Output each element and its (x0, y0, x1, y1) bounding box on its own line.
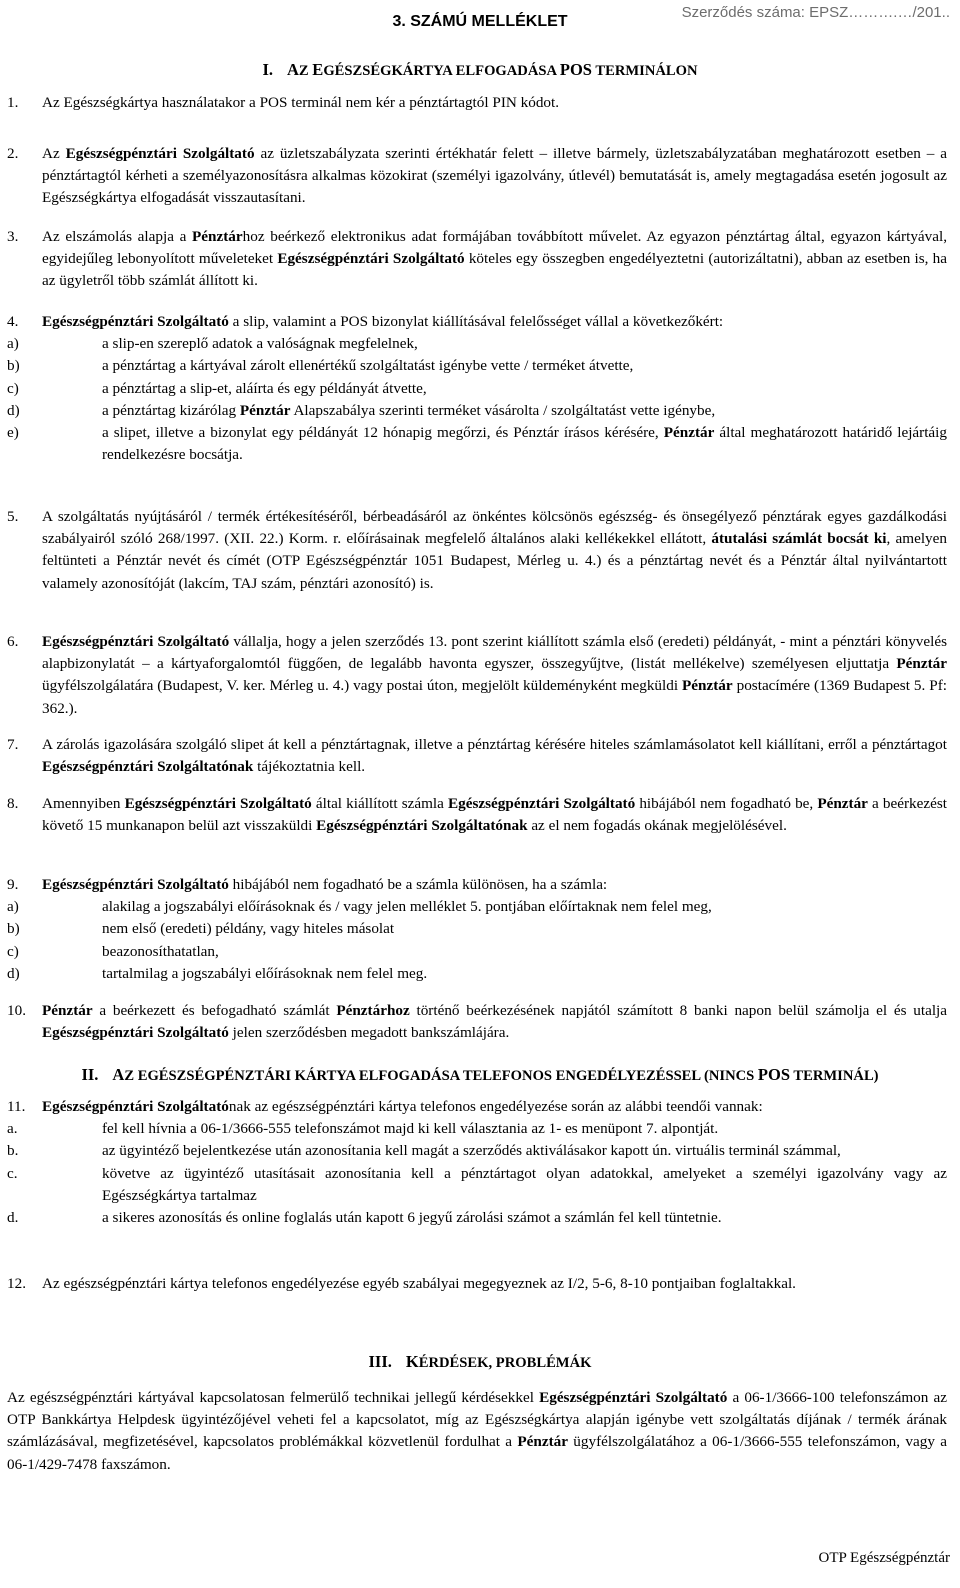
list-item: a) a slip-en szereplő adatok a valóságnak megfelelnek, (7, 335, 418, 353)
paragraph-2: 2. Az Egészségpénztári Szolgáltató az üzletszabályzata szerinti értékhatár felett – illetve bármely, üzletszabályzatában meghatározott esetben – a pénztártagtól kérheti a személyazonosításra alkalmas közokirat (személyi igazolvány, útlevél) bemutatását is, amely megtagadása esetén jogosult az Egészségkártya elfogadását visszautasítani. (7, 145, 947, 207)
list-item: e) a slipet, illetve a bizonylat egy példányát 12 hónapig megőrzi, és Pénztár írásos kérésére, Pénztár által meghatározott határidő lejártáig rendelkezésre bocsátja. (7, 424, 947, 464)
paragraph-1: 1. Az Egészségkártya használatakor a POS terminál nem kér a pénztártagtól PIN kódot. (7, 94, 560, 111)
list-item: d) tartalmilag a jogszabályi előírásoknak nem felel meg. (7, 964, 428, 982)
section-number: III. (368, 1352, 392, 1371)
paragraph-6: 6. Egészségpénztári Szolgáltató vállalja, hogy a jelen szerződés 13. pont szerint kiállított számla első (eredeti) példányát, - mint a pénztári könyvelés alapbizonylatát – a kártyaforgalomtól függően, de legalább havonta egyszer, összegyűjtve, (listát mellékelve) személyesen eljuttatja Pénztár ügyfélszolgálatára (Budapest, V. ker. Mérleg u. 4.) vagy postai úton, megjelölt küldeményként megküldi Pénztár postacímére (1369 Budapest 5. Pf: 362.). (7, 633, 947, 717)
paragraph-3: 3. Az elszámolás alapja a Pénztárhoz beérkező elektronikus adat formájában továbbított művelet. Az egyazon pénztártag által, egyazon kártyával, egyidejűleg lebonyolított műveleteket Egészségpénztári Szolgáltató köteles egy összegben engedélyeztetni (autorizáltatni), abban az esetben is, ha az ügyletről több számlát állított ki. (7, 228, 948, 290)
list-item: a. fel kell hívnia a 06-1/3666-555 telefonszámot majd ki kell választania az 1- es menüpont 7. alpontját. (7, 1120, 719, 1138)
paragraph-9-list (7, 896, 947, 985)
list-item: d) a pénztártag kizárólag Pénztár Alapszabálya szerinti terméket vásárolta / szolgáltatást vette igénybe, (7, 401, 716, 419)
annex-title: 3. SZÁMÚ MELLÉKLET (392, 13, 568, 30)
paragraph-5: 5. A szolgáltatás nyújtásáról / termék értékesítéséről, bérbeadásáról az önkéntes kölcsönös egészség- és önsegélyező pénztárak egyes gazdálkodási szabályairól szóló 268/1997. (XII. 22.) Korm. r. előírásainak megfelelő általános alaki kellékekkel ellátott, átutalási számlát bocsát ki, amelyen feltünteti a Pénztár nevét és címét (OTP Egészségpénztár 1051 Budapest, Mérleg u. 4.) és a pénztártag nevét és a Pénztár által nyilvántartott valamely azonosítóját (lakcím, TAJ szám, pénztári azonosító) is. (7, 508, 947, 592)
contract-number: Szerződés száma: EPSZ……….…/201.. (681, 4, 950, 21)
section-number: II. (81, 1065, 99, 1084)
paragraph-11-list (7, 1118, 947, 1229)
list-item: d. a sikeres azonosítás és online foglalás után kapott 6 jegyű zárolási számot a számlán fel kell tüntetnie. (7, 1209, 722, 1227)
paragraph-7: 7. A zárolás igazolására szolgáló slipet át kell a pénztártagnak, illetve a pénztártag kérésére hiteles számlamásolatot kell kiállítani, erről a pénztártagot Egészségpénztári Szolgáltatónak tájékoztatnia kell. (7, 736, 947, 776)
paragraph-13: Az egészségpénztári kártyával kapcsolatosan felmerülő technikai jellegű kérdésekkel Egészségpénztári Szolgáltató a 06-1/3666-100 telefonszámon az OTP Bankkártya Helpdesk ügyintézőjével veheti fel a kapcsolatot, míg az Egészségkártya alapján igénybe vett szolgáltatás díjának / termék árának számlázásával, megfizetésével, kapcsolatos problémákkal közvetlenül fordulhat a Pénztár ügyfélszolgálatához a 06-1/3666-555 telefonszámon, vagy a 06-1/429-7478 faxszámon. (7, 1389, 947, 1473)
list-item: b. az ügyintéző bejelentkezése után azonosítania kell magát a szerződés aktiválásakor kapott ún. virtuális terminál számmal, (7, 1142, 841, 1160)
footer-text: OTP Egészségpénztár (818, 1550, 950, 1566)
list-item: c) beazonosíthatatlan, (7, 942, 219, 960)
list-item: c. követve az ügyintéző utasításait azonosítania kell a pénztártagot olyan adatokkal, amelyeket a személyi igazolvány vagy az Egészségkártya tartalmaz (7, 1164, 947, 1204)
section-heading-2: II. AZ EGÉSZSÉGPÉNZTÁRI KÁRTYA ELFOGADÁSA TELEFONOS ENGEDÉLYEZÉSSEL (NINCS POS TERMINÁL) (81, 1065, 879, 1084)
section-heading-1: I. AZ EGÉSZSÉGKÁRTYA ELFOGADÁSA POS TERMINÁLON (262, 60, 698, 79)
paragraph-11: 11. Egészségpénztári Szolgáltatónak az egészségpénztári kártya telefonos engedélyezése során az alábbi teendői vannak: a. fel kell hívnia a 06-1/3666-555 telefonszámot majd ki kell választania az 1- es menüpont 7. alpontját. b. az ügyintéző bejelentkezése után azonosítania kell magát a szerződés aktiválásakor kapott ún. virtuális terminál számmal, c. követve az ügyintéző utasításait azonosítania kell a pénztártagot olyan adatokkal, amelyeket a személyi igazolvány vagy az Egészségkártya tartalmaz d. a sikeres azonosítás és online foglalás után kapott 6 jegyű zárolási számot a számlán fel kell tüntetnie. (7, 1096, 947, 1229)
section-heading-3: III. KÉRDÉSEK, PROBLÉMÁK (368, 1352, 592, 1371)
list-item: a) alakilag a jogszabályi előírásoknak és / vagy jelen melléklet 5. pontjában előírtaknak nem felel meg, (7, 898, 712, 916)
paragraph-9: 9. Egészségpénztári Szolgáltató hibájából nem fogadható be a számla különösen, ha a számla: a) alakilag a jogszabályi előírásoknak és / vagy jelen melléklet 5. pontjában előírtaknak nem felel meg, b) nem első (eredeti) példány, vagy hiteles másolat c) beazonosíthatatlan, d) tartalmilag a jogszabályi előírásoknak nem felel meg. (7, 874, 947, 985)
paragraph-8: 8. Amennyiben Egészségpénztári Szolgáltató által kiállított számla Egészségpénztári Szolgáltató hibájából nem fogadható be, Pénztár a beérkezést követő 15 munkanapon belül azt visszaküldi Egészségpénztári Szolgáltatónak az el nem fogadás okának megjelölésével. (7, 795, 947, 835)
paragraph-4-list (7, 333, 947, 466)
section-number: I. (262, 60, 273, 79)
paragraph-12: 12. Az egészségpénztári kártya telefonos engedélyezése egyéb szabályai megegyeznek az I/2, 5-6, 8-10 pontjaiban foglaltakkal. (7, 1275, 796, 1292)
list-item: b) a pénztártag a kártyával zárolt ellenértékű szolgáltatást igénybe vette / terméket átvette, (7, 357, 634, 375)
paragraph-10: 10. Pénztár a beérkezett és befogadható számlát Pénztárhoz történő beérkezésének napjától számított 8 banki napon belül számolja el és utalja Egészségpénztári Szolgáltató jelen szerződésben megadott bankszámlájára. (7, 1002, 948, 1042)
paragraph-4: 4. Egészségpénztári Szolgáltató a slip, valamint a POS bizonylat kiállításával felelősséget vállal a következőkért: a) a slip-en szereplő adatok a valóságnak megfelelnek, b) a pénztártag a kártyával zárolt ellenértékű szolgáltatást igénybe vette / terméket átvette, c) a pénztártag a slip-et, aláírta és egy példányát átvette, d) a pénztártag kizárólag Pénztár Alapszabálya szerinti terméket vásárolta / szolgáltatást vette igénybe, e) a slipet, illetve a bizonylat egy példányát 12 hónapig megőrzi, és Pénztár írásos kérésére, Pénztár által meghatározott határidő lejártáig rendelkezésre bocsátja. (7, 311, 947, 466)
list-item: c) a pénztártag a slip-et, aláírta és egy példányát átvette, (7, 379, 427, 397)
list-item: b) nem első (eredeti) példány, vagy hiteles másolat (7, 920, 395, 938)
